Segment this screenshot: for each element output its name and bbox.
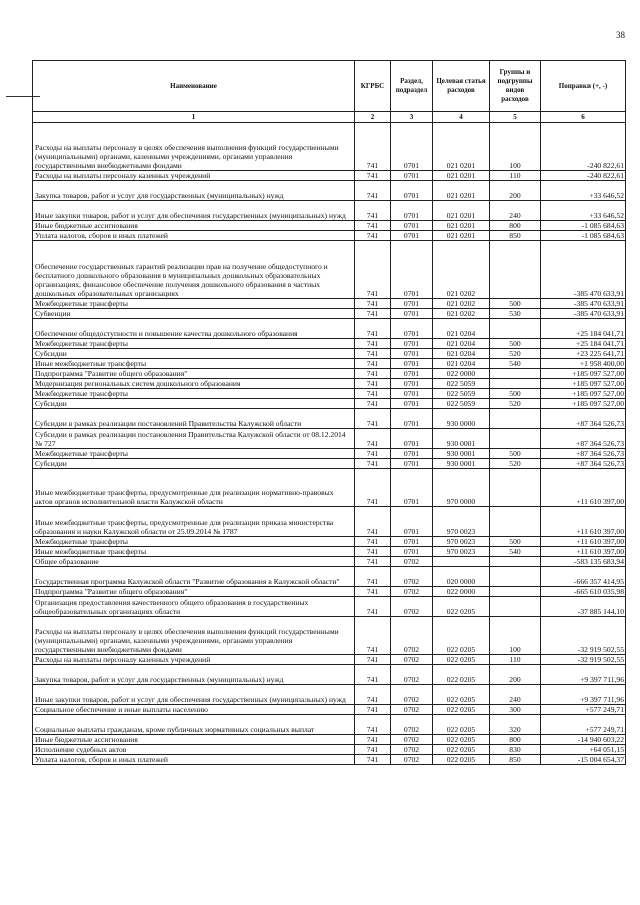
row-kgrbs: 741 <box>355 399 391 409</box>
row-section: 0701 <box>391 181 433 201</box>
row-name: Межбюджетные трансферты <box>33 339 355 349</box>
row-section: 0701 <box>391 319 433 339</box>
row-target: 930 0001 <box>433 449 490 459</box>
row-target: 020 0000 <box>433 567 490 587</box>
row-section: 0701 <box>391 339 433 349</box>
row-kgrbs: 741 <box>355 507 391 537</box>
row-kgrbs: 741 <box>355 715 391 735</box>
table-row <box>33 339 626 349</box>
row-section: 0702 <box>391 735 433 745</box>
row-group <box>490 241 541 299</box>
row-group: 520 <box>490 459 541 469</box>
row-amount: +185 097 527,00 <box>541 389 626 399</box>
row-target: 022 0205 <box>433 655 490 665</box>
row-group: 100 <box>490 123 541 171</box>
row-amount: +64 051,15 <box>541 745 626 755</box>
row-group: 540 <box>490 359 541 369</box>
row-name: Иные межбюджетные трансферты, предусмотренные для реализации нормативно-правовых актов органов исполнительной власти Калужской области <box>33 469 355 507</box>
row-amount: +11 610 397,00 <box>541 507 626 537</box>
table-row <box>33 655 626 665</box>
row-name: Иные закупки товаров, работ и услуг для обеспечения государственных (муниципальных) нужд <box>33 685 355 705</box>
row-section: 0701 <box>391 537 433 547</box>
row-amount: -240 822,61 <box>541 171 626 181</box>
row-kgrbs: 741 <box>355 459 391 469</box>
row-target: 021 0201 <box>433 231 490 241</box>
row-amount: +577 249,71 <box>541 715 626 735</box>
row-amount: +9 397 711,96 <box>541 665 626 685</box>
row-target: 930 0001 <box>433 429 490 449</box>
row-kgrbs: 741 <box>355 379 391 389</box>
row-target: 970 0000 <box>433 469 490 507</box>
row-group: 850 <box>490 231 541 241</box>
row-kgrbs: 741 <box>355 617 391 655</box>
row-kgrbs: 741 <box>355 685 391 705</box>
row-name: Организация предоставления качественного общего образования в государственных общеобразовательных организациях области <box>33 597 355 617</box>
row-group: 830 <box>490 745 541 755</box>
row-amount: -15 004 654,37 <box>541 755 626 765</box>
row-name: Закупка товаров, работ и услуг для государственных (муниципальных) нужд <box>33 181 355 201</box>
row-name: Социальные выплаты гражданам, кроме публичных нормативных социальных выплат <box>33 715 355 735</box>
table-row <box>33 181 626 201</box>
row-group <box>490 319 541 339</box>
row-target: 022 0205 <box>433 597 490 617</box>
row-group <box>490 567 541 587</box>
row-target: 022 0000 <box>433 369 490 379</box>
table-row <box>33 221 626 231</box>
row-target: 021 0204 <box>433 319 490 339</box>
row-amount: -240 822,61 <box>541 123 626 171</box>
row-amount: -665 610 035,98 <box>541 587 626 597</box>
row-group: 540 <box>490 547 541 557</box>
row-kgrbs: 741 <box>355 349 391 359</box>
row-amount: -385 470 633,91 <box>541 299 626 309</box>
column-number: 5 <box>490 112 541 123</box>
row-name: Обеспечение общедоступности и повышение качества дошкольного образования <box>33 319 355 339</box>
row-section: 0701 <box>391 379 433 389</box>
row-name: Межбюджетные трансферты <box>33 389 355 399</box>
row-group: 520 <box>490 349 541 359</box>
row-section: 0701 <box>391 507 433 537</box>
row-name: Подпрограмма "Развитие общего образования" <box>33 369 355 379</box>
row-kgrbs: 741 <box>355 665 391 685</box>
row-target: 021 0201 <box>433 171 490 181</box>
row-name: Субсидии <box>33 399 355 409</box>
row-kgrbs: 741 <box>355 181 391 201</box>
row-amount: +87 364 526,73 <box>541 449 626 459</box>
table-row <box>33 745 626 755</box>
row-section: 0702 <box>391 597 433 617</box>
table-row <box>33 597 626 617</box>
row-section: 0701 <box>391 449 433 459</box>
row-name: Субсидии <box>33 349 355 359</box>
header-target: Целевая статья расходов <box>433 61 490 112</box>
row-amount: -666 357 414,95 <box>541 567 626 587</box>
table-row <box>33 201 626 221</box>
row-section: 0701 <box>391 459 433 469</box>
row-name: Подпрограмма "Развитие общего образования" <box>33 587 355 597</box>
row-target: 021 0201 <box>433 201 490 221</box>
table-row <box>33 123 626 171</box>
row-section: 0701 <box>391 469 433 507</box>
row-section: 0702 <box>391 567 433 587</box>
row-group: 240 <box>490 201 541 221</box>
table-row <box>33 389 626 399</box>
row-amount: +87 364 526,73 <box>541 409 626 429</box>
row-name: Иные бюджетные ассигнования <box>33 735 355 745</box>
row-group <box>490 587 541 597</box>
table-row <box>33 587 626 597</box>
table-row <box>33 459 626 469</box>
table-row <box>33 369 626 379</box>
row-kgrbs: 741 <box>355 745 391 755</box>
row-section: 0702 <box>391 755 433 765</box>
row-kgrbs: 741 <box>355 389 391 399</box>
table-row <box>33 449 626 459</box>
row-amount: -1 085 684,63 <box>541 221 626 231</box>
row-section: 0701 <box>391 241 433 299</box>
row-target: 021 0204 <box>433 359 490 369</box>
table-row <box>33 319 626 339</box>
row-section: 0701 <box>391 171 433 181</box>
row-kgrbs: 741 <box>355 221 391 231</box>
row-group: 100 <box>490 617 541 655</box>
row-section: 0702 <box>391 705 433 715</box>
row-target: 022 0205 <box>433 715 490 735</box>
row-name: Общее образование <box>33 557 355 567</box>
column-number: 3 <box>391 112 433 123</box>
row-amount: +11 610 397,00 <box>541 537 626 547</box>
row-section: 0701 <box>391 399 433 409</box>
row-name: Государственная программа Калужской области "Развитие образования в Калужской области" <box>33 567 355 587</box>
row-amount: +9 397 711,96 <box>541 685 626 705</box>
row-section: 0702 <box>391 557 433 567</box>
row-kgrbs: 741 <box>355 201 391 221</box>
row-amount: +33 646,52 <box>541 181 626 201</box>
row-amount: +25 184 041,71 <box>541 339 626 349</box>
row-amount: +25 184 041,71 <box>541 319 626 339</box>
row-amount: +87 364 526,73 <box>541 459 626 469</box>
row-group: 500 <box>490 299 541 309</box>
row-target: 022 0205 <box>433 617 490 655</box>
row-amount: -14 940 603,22 <box>541 735 626 745</box>
row-group: 800 <box>490 221 541 231</box>
row-name: Уплата налогов, сборов и иных платежей <box>33 755 355 765</box>
row-kgrbs: 741 <box>355 359 391 369</box>
row-section: 0701 <box>391 369 433 379</box>
row-name: Иные закупки товаров, работ и услуг для обеспечения государственных (муниципальных) нужд <box>33 201 355 221</box>
row-name: Модернизация региональных систем дошкольного образования <box>33 379 355 389</box>
table-row <box>33 429 626 449</box>
table-row <box>33 705 626 715</box>
row-name: Иные межбюджетные трансферты <box>33 359 355 369</box>
row-group: 200 <box>490 665 541 685</box>
row-target: 022 0205 <box>433 685 490 705</box>
row-section: 0701 <box>391 201 433 221</box>
row-kgrbs: 741 <box>355 597 391 617</box>
table-row <box>33 299 626 309</box>
table-row <box>33 735 626 745</box>
row-amount: -385 470 633,91 <box>541 309 626 319</box>
row-kgrbs: 741 <box>355 171 391 181</box>
table-row <box>33 557 626 567</box>
header-groups: Группы и подгруппы видов расходов <box>490 61 541 112</box>
column-number: 1 <box>33 112 355 123</box>
row-target: 022 0205 <box>433 745 490 755</box>
row-target: 970 0023 <box>433 507 490 537</box>
table-row <box>33 507 626 537</box>
row-section: 0701 <box>391 123 433 171</box>
row-name: Уплата налогов, сборов и иных платежей <box>33 231 355 241</box>
row-group: 240 <box>490 685 541 705</box>
header-row <box>33 61 626 112</box>
table-row <box>33 755 626 765</box>
table-row <box>33 567 626 587</box>
row-name: Межбюджетные трансферты <box>33 299 355 309</box>
table-row <box>33 617 626 655</box>
row-group <box>490 597 541 617</box>
row-section: 0701 <box>391 299 433 309</box>
row-kgrbs: 741 <box>355 309 391 319</box>
row-kgrbs: 741 <box>355 339 391 349</box>
row-amount: -37 885 144,10 <box>541 597 626 617</box>
row-kgrbs: 741 <box>355 409 391 429</box>
row-section: 0701 <box>391 359 433 369</box>
row-amount: -583 135 683,94 <box>541 557 626 567</box>
row-group: 110 <box>490 171 541 181</box>
row-section: 0701 <box>391 231 433 241</box>
row-kgrbs: 741 <box>355 369 391 379</box>
row-amount: +33 646,52 <box>541 201 626 221</box>
row-amount: -385 470 633,91 <box>541 241 626 299</box>
row-section: 0701 <box>391 409 433 429</box>
header-kgrbs: КГРБС <box>355 61 391 112</box>
budget-amendments-table <box>32 60 626 765</box>
row-section: 0701 <box>391 429 433 449</box>
row-kgrbs: 741 <box>355 231 391 241</box>
row-section: 0701 <box>391 389 433 399</box>
row-group <box>490 379 541 389</box>
row-kgrbs: 741 <box>355 299 391 309</box>
row-kgrbs: 741 <box>355 655 391 665</box>
row-kgrbs: 741 <box>355 705 391 715</box>
row-target: 022 0205 <box>433 705 490 715</box>
row-amount: +87 364 526,73 <box>541 429 626 449</box>
row-kgrbs: 741 <box>355 537 391 547</box>
row-target <box>433 557 490 567</box>
row-kgrbs: 741 <box>355 449 391 459</box>
row-group: 800 <box>490 735 541 745</box>
row-target: 022 5059 <box>433 389 490 399</box>
row-section: 0702 <box>391 715 433 735</box>
row-name: Расходы на выплаты персоналу казенных учреждений <box>33 655 355 665</box>
row-group <box>490 557 541 567</box>
row-amount: +185 097 527,00 <box>541 379 626 389</box>
row-amount: -1 085 684,63 <box>541 231 626 241</box>
table-row <box>33 537 626 547</box>
row-name: Субсидии в рамках реализации постановлений Правительства Калужской области <box>33 409 355 429</box>
row-section: 0702 <box>391 665 433 685</box>
row-kgrbs: 741 <box>355 735 391 745</box>
table-row <box>33 171 626 181</box>
row-target: 021 0204 <box>433 339 490 349</box>
row-kgrbs: 741 <box>355 567 391 587</box>
table-row <box>33 349 626 359</box>
table-row <box>33 469 626 507</box>
header-section: Раздел, подраздел <box>391 61 433 112</box>
row-target: 970 0023 <box>433 537 490 547</box>
header-name: Наименование <box>33 61 355 112</box>
row-target: 021 0202 <box>433 241 490 299</box>
column-number: 2 <box>355 112 391 123</box>
row-group <box>490 369 541 379</box>
row-target: 022 0205 <box>433 665 490 685</box>
row-group: 500 <box>490 339 541 349</box>
row-section: 0701 <box>391 221 433 231</box>
row-name: Межбюджетные трансферты <box>33 449 355 459</box>
row-target: 930 0001 <box>433 459 490 469</box>
row-amount: +11 610 397,00 <box>541 469 626 507</box>
row-name: Иные межбюджетные трансферты <box>33 547 355 557</box>
row-amount: -32 919 502,55 <box>541 617 626 655</box>
row-name: Расходы на выплаты персоналу в целях обеспечения выполнения функций государственными (муниципальными) органами, казенными учреждениями, органами управления государственными внебюджетными фондами <box>33 123 355 171</box>
column-number: 4 <box>433 112 490 123</box>
row-target: 021 0201 <box>433 181 490 201</box>
table-row <box>33 309 626 319</box>
table-row <box>33 547 626 557</box>
row-amount: +1 958 400,00 <box>541 359 626 369</box>
row-name: Социальное обеспечение и иные выплаты населению <box>33 705 355 715</box>
row-group: 500 <box>490 537 541 547</box>
row-kgrbs: 741 <box>355 469 391 507</box>
row-target: 970 0023 <box>433 547 490 557</box>
row-amount: +577 249,71 <box>541 705 626 715</box>
page-number: 38 <box>616 30 625 40</box>
row-group: 500 <box>490 389 541 399</box>
row-group: 300 <box>490 705 541 715</box>
row-amount: +185 097 527,00 <box>541 369 626 379</box>
row-amount: +11 610 397,00 <box>541 547 626 557</box>
row-section: 0702 <box>391 685 433 705</box>
header-amendments: Поправки (+, -) <box>541 61 626 112</box>
row-name: Обеспечение государственных гарантий реализации прав на получение общедоступного и бесплатного дошкольного образования в муниципальных дошкольных образовательных организациях, финансовое обеспечение получения дошкольного образования в частных дошкольных образовательных организациях <box>33 241 355 299</box>
table-row <box>33 399 626 409</box>
row-kgrbs: 741 <box>355 241 391 299</box>
table-row <box>33 409 626 429</box>
row-target: 021 0204 <box>433 349 490 359</box>
row-group <box>490 507 541 537</box>
row-target: 021 0201 <box>433 221 490 231</box>
row-group <box>490 429 541 449</box>
row-name: Расходы на выплаты персоналу в целях обеспечения выполнения функций государственными (муниципальными) органами, казенными учреждениями, органами управления государственными внебюджетными фондами <box>33 617 355 655</box>
row-amount: -32 919 502,55 <box>541 655 626 665</box>
row-section: 0702 <box>391 745 433 755</box>
row-group: 110 <box>490 655 541 665</box>
row-group <box>490 469 541 507</box>
row-kgrbs: 741 <box>355 547 391 557</box>
row-kgrbs: 741 <box>355 429 391 449</box>
table-row <box>33 685 626 705</box>
row-target: 022 0205 <box>433 755 490 765</box>
row-target: 930 0000 <box>433 409 490 429</box>
row-kgrbs: 741 <box>355 123 391 171</box>
row-kgrbs: 741 <box>355 557 391 567</box>
table-row <box>33 231 626 241</box>
row-target: 022 5059 <box>433 379 490 389</box>
row-kgrbs: 741 <box>355 319 391 339</box>
row-name: Закупка товаров, работ и услуг для государственных (муниципальных) нужд <box>33 665 355 685</box>
table-row <box>33 241 626 299</box>
row-section: 0702 <box>391 617 433 655</box>
row-target: 021 0202 <box>433 299 490 309</box>
row-kgrbs: 741 <box>355 587 391 597</box>
table-row <box>33 359 626 369</box>
row-kgrbs: 741 <box>355 755 391 765</box>
row-name: Исполнение судебных актов <box>33 745 355 755</box>
row-group: 850 <box>490 755 541 765</box>
row-section: 0702 <box>391 587 433 597</box>
row-group: 320 <box>490 715 541 735</box>
row-name: Иные межбюджетные трансферты, предусмотренные для реализации приказа министерства образования и науки Калужской области от 25.09.2014 № 1787 <box>33 507 355 537</box>
row-amount: +23 225 641,71 <box>541 349 626 359</box>
row-name: Расходы на выплаты персоналу казенных учреждений <box>33 171 355 181</box>
row-target: 021 0201 <box>433 123 490 171</box>
row-section: 0702 <box>391 655 433 665</box>
row-target: 021 0202 <box>433 309 490 319</box>
row-amount: +185 097 527,00 <box>541 399 626 409</box>
row-group: 200 <box>490 181 541 201</box>
row-group: 500 <box>490 449 541 459</box>
column-number-row <box>33 112 626 123</box>
column-number: 6 <box>541 112 626 123</box>
table-row <box>33 379 626 389</box>
row-section: 0701 <box>391 547 433 557</box>
row-section: 0701 <box>391 309 433 319</box>
row-name: Субвенции <box>33 309 355 319</box>
table-row <box>33 715 626 735</box>
row-name: Иные бюджетные ассигнования <box>33 221 355 231</box>
row-target: 022 0205 <box>433 735 490 745</box>
row-name: Межбюджетные трансферты <box>33 537 355 547</box>
row-name: Субсидии <box>33 459 355 469</box>
row-group: 530 <box>490 309 541 319</box>
row-name: Субсидии в рамках реализации постановления Правительства Калужской области от 08.12.2014 № 727 <box>33 429 355 449</box>
row-target: 022 5059 <box>433 399 490 409</box>
table-row <box>33 665 626 685</box>
row-group <box>490 409 541 429</box>
row-target: 022 0000 <box>433 587 490 597</box>
row-group: 520 <box>490 399 541 409</box>
row-section: 0701 <box>391 349 433 359</box>
